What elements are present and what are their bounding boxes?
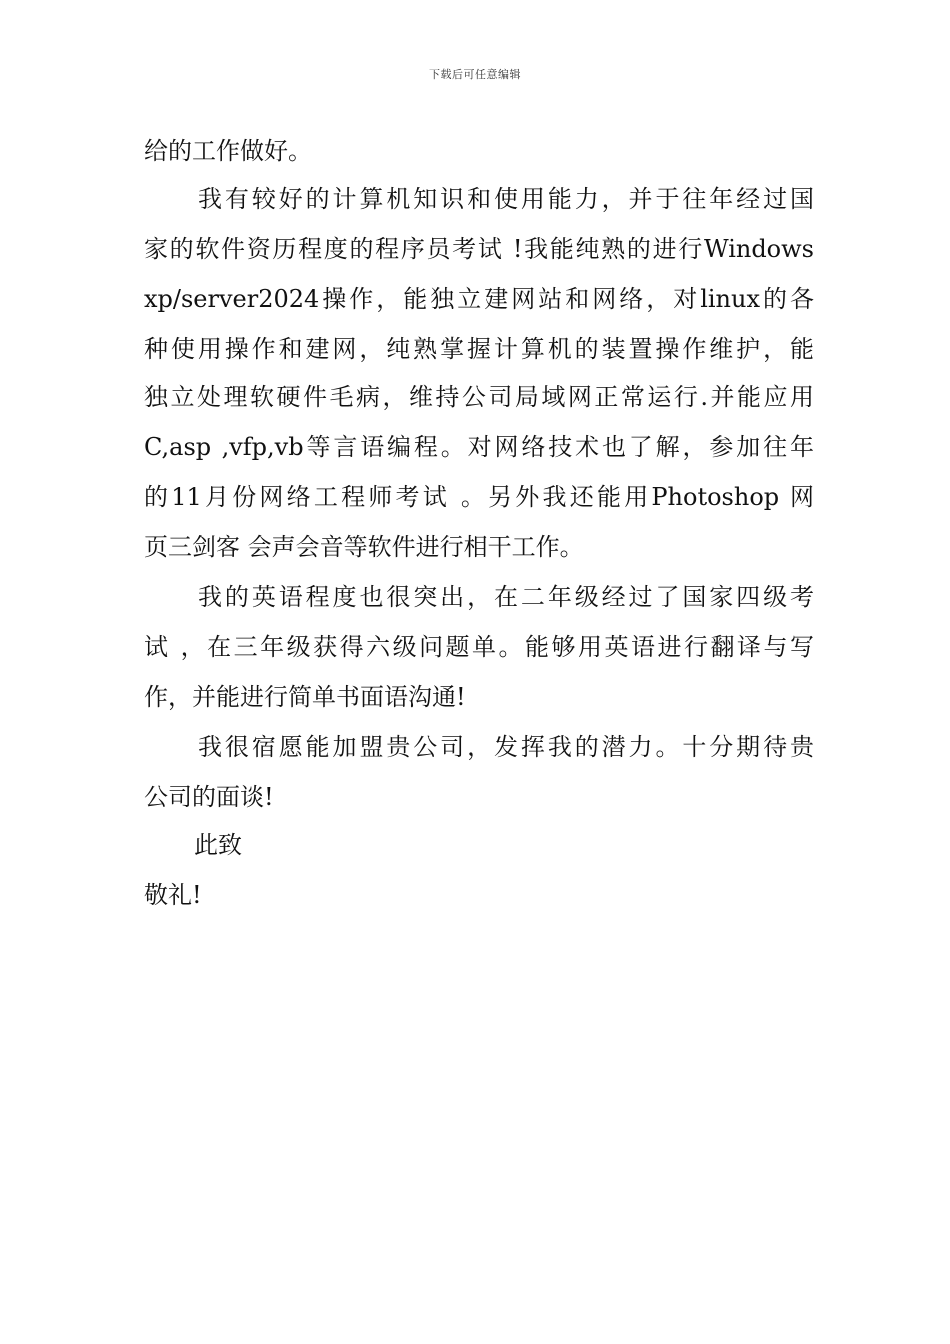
- text-line: 公司的面谈!: [144, 783, 274, 811]
- text-line: 我很宿愿能加盟贵公司，发挥我的潜力。十分期待贵: [198, 733, 814, 761]
- text-line: 试 ，在三年级获得六级问题单。能够用英语进行翻译与写: [144, 633, 814, 661]
- text-line: 种使用操作和建网，纯熟掌握计算机的装置操作维护，能: [144, 335, 814, 363]
- text-line: 我的英语程度也很突出，在二年级经过了国家四级考: [198, 583, 814, 611]
- text-line: 独立处理软硬件毛病，维持公司局域网正常运行.并能应用: [144, 383, 814, 411]
- text-line: C,asp ,vfp,vb等言语编程。对网络技术也了解，参加往年: [144, 433, 814, 461]
- text-line: 页三剑客 会声会音等软件进行相干工作。: [144, 533, 584, 561]
- text-line: 家的软件资历程度的程序员考试 !我能纯熟的进行Windows: [144, 235, 814, 263]
- text-line: 作，并能进行简单书面语沟通!: [144, 683, 466, 711]
- text-line: 给的工作做好。: [144, 137, 312, 165]
- text-line: 的11月份网络工程师考试 。另外我还能用Photoshop 网: [144, 483, 814, 511]
- text-line: xp/server2024操作，能独立建网站和网络，对linux的各: [144, 285, 814, 313]
- text-line: 我有较好的计算机知识和使用能力，并于往年经过国: [198, 185, 814, 213]
- page-header: 下载后可任意编辑: [429, 68, 521, 81]
- closing-salutation: 此致: [194, 831, 242, 859]
- closing-regards: 敬礼!: [144, 881, 202, 909]
